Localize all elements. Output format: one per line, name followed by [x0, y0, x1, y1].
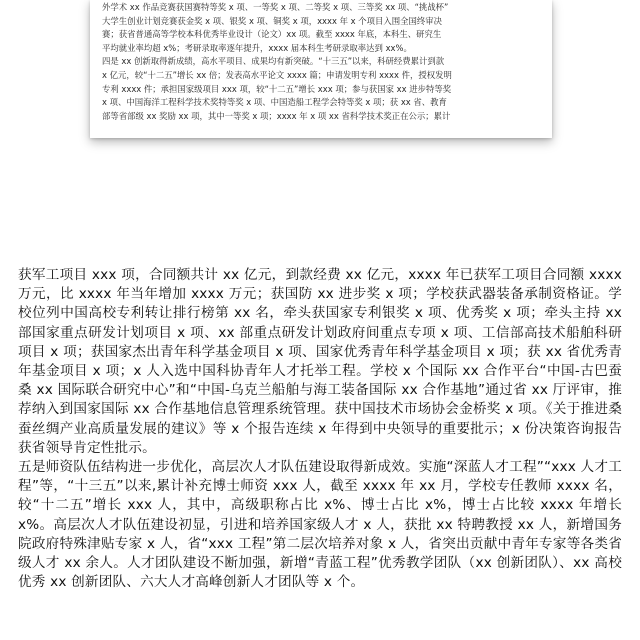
excerpt-line: 平均就业率均超 x%；考研录取率逐年提升，xxxx 届本科生考研录取率达到 xx%。: [102, 42, 412, 53]
excerpt-line: x 亿元，较“十二五”增长 xx 倍；发表高水平论文 xxxx 篇；申请发明专利 xxxx 件，授权发明: [102, 69, 452, 80]
excerpt-line: 专利 xxxx 件；承担国家级项目 xxx 项，较“十二五”增长 xxx 项；参与获国家 xx 进步特等奖: [102, 83, 452, 94]
excerpt-line: 大学生创业计划竞赛获金奖 x 项、银奖 x 项、铜奖 x 项，xxxx 年 x 个项目入围全国终审决: [102, 15, 442, 26]
excerpt-line: 四是 xx 创新取得新成绩，高水平项目、成果均有新突破。“十三五”以来，科研经费累计到款: [102, 56, 445, 67]
excerpt-area: [0, 0, 640, 240]
excerpt-text: [90, 0, 552, 123]
body-paragraph: 获军工项目 xxx 项，合同额共计 xx 亿元，到款经费 xx 亿元，xxxx 年已获军工项目合同额 xxxx 万元，比 xxxx 年当年增加 xxxx 万元；获国防 xx 进步奖 x 项；学校获武器装备承制资格证。学校位列中国高校专利转让排行榜第 xx 名，牵头获国家专利银奖 x 项、优秀奖 x 项；牵头主持 xx 部国家重点研发计划项目 x 项、xx 部重点研发计划政府间重点专项 x 项、工信部高技术船舶科研项目 x 项；获国家杰出青年科学基金项目 x 项、国家优秀青年科学基金项目 x 项；获 xx 省优秀青年基金项目 x 项；x 人入选中国科协青年人才托举工程。学校 x 个国际 xx 合作平台“中国-古巴蚕桑 xx 国际联合研究中心”和“中国-乌克兰船舶与海工装备国际 xx 合作基地”通过省 xx 厅评审，推荐纳入到国家国际 xx 合作基地信息管理系统管理。获中国技术市场协会金桥奖 x 项。《关于推进桑蚕丝绸产业高质量发展的建议》等 x 个报告连续 x 年得到中央领导的重要批示；x 份决策咨询报告获省领导肯定性批示。: [18, 267, 622, 456]
document-body: [18, 266, 622, 592]
excerpt-line: x 项、中国海洋工程科学技术奖特等奖 x 项、中国造船工程学会特等奖 x 项；获 xx 省、教育: [102, 97, 447, 108]
excerpt-line: 赛；获省普通高等学校本科优秀毕业设计（论文）xx 项。截至 xxxx 年底，本科生、研究生: [102, 29, 442, 40]
excerpt-line: 部等省部级 xx 奖励 xx 项，其中一等奖 x 项；xxxx 年 x 项 xx 省科学技术奖正在公示；累计: [102, 110, 451, 121]
excerpt-line: 外学术 xx 作品竞赛获国赛特等奖 x 项、一等奖 x 项、二等奖 x 项、三等奖 xx 项、“挑战杯”: [102, 2, 449, 12]
body-paragraph: 五是师资队伍结构进一步优化，高层次人才队伍建设取得新成效。实施“深蓝人才工程”“xxx 人才工程”等，“十三五”以来,累计补充博士师资 xxx 人，截至 xxxx 年 xx 月，学校专任教师 xxxx 名，较“十二五”增长 xxx 人，其中，高级职称占比 x%、博士占比 x%，博士占比较 xxxx 年增长 x%。高层次人才队伍建设初显，引进和培养国家级人才 x 人，获批 xx 特聘教授 xx 人，新增国务院政府特殊津贴专家 x 人，省“xxx 工程”第二层次培养对象 x 人，省突出贡献中青年专家等各类省级人才 xx 余人。人才团队建设不断加强，新增“青蓝工程”优秀教学团队（xx 创新团队）、xx 高校优秀 xx 创新团队、六大人才高峰创新人才团队等 x 个。: [18, 459, 622, 591]
document-excerpt-card: [90, 0, 552, 138]
